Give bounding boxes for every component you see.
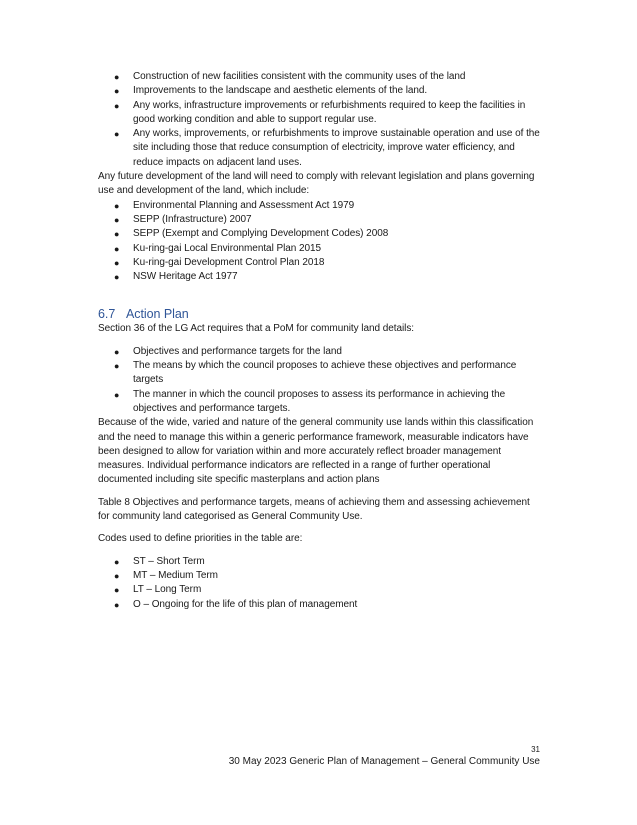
bullet-icon: ● (114, 570, 120, 581)
bullet-icon: ● (114, 229, 120, 240)
list-item: ● Construction of new facilities consistent with the community uses of the land (98, 70, 543, 84)
priority-codes-list (98, 555, 543, 612)
section-number: 6.7 (98, 307, 116, 322)
bullet-icon: ● (114, 389, 120, 400)
list-item: ● Any works, improvements, or refurbishments to improve sustainable operation and use of the site including those that reduce consumption of electricity, improve water efficiency, and reduce impacts on adjacent land uses. (114, 128, 540, 168)
bullet-icon: ● (114, 243, 120, 254)
page-footer (229, 744, 540, 769)
bullet-icon: ● (114, 272, 120, 283)
bullet-icon: ● (114, 346, 120, 357)
list-item: ● Any works, infrastructure improvements or refurbishments required to keep the facilities in good working condition and able to support regular use. (114, 99, 526, 125)
list-item: ● NSW Heritage Act 1977 (98, 270, 543, 284)
section-title: Action Plan (126, 307, 189, 322)
section-intro: Section 36 of the LG Act requires that a PoM for community land details: (98, 323, 415, 335)
pom-requirements-list (98, 345, 543, 416)
bullet-icon: ● (114, 72, 120, 82)
works-list (98, 70, 543, 170)
bullet-icon: ● (114, 214, 120, 225)
bullet-icon: ● (114, 100, 120, 111)
footer-text: 30 May 2023 Generic Plan of Management – General Community Use (228, 756, 540, 767)
list-item: ● Ku-ring-gai Local Environmental Plan 2015 (98, 242, 543, 256)
list-item: ● LT – Long Term (98, 583, 543, 597)
list-item: ● MT – Medium Term (98, 569, 543, 583)
legislation-list (98, 199, 543, 285)
list-item: ● SEPP (Exempt and Complying Development Codes) 2008 (98, 227, 543, 241)
list-item: ● SEPP (Infrastructure) 2007 (98, 213, 543, 227)
bullet-icon: ● (114, 200, 120, 211)
list-item: ● Improvements to the landscape and aesthetic elements of the land. (98, 84, 543, 98)
list-item: ● O – Ongoing for the life of this plan of management (98, 598, 543, 612)
list-item: ● The means by which the council proposes to achieve these objectives and performance targets (114, 360, 517, 386)
performance-paragraph: Because of the wide, varied and nature of the general community use lands within this classification and the need to manage this within a generic performance framework, measurable indicators have been designed to allow for variation within and more accurately reflect broader management measures. Individual performance indicators are reflected in a range of further operational documented including site specific masterplans and action plans (98, 417, 534, 486)
bullet-icon: ● (114, 86, 120, 97)
bullet-icon: ● (114, 129, 120, 140)
list-item: ● Ku-ring-gai Development Control Plan 2018 (98, 256, 543, 270)
bullet-icon: ● (114, 361, 120, 372)
bullet-icon: ● (114, 556, 120, 567)
list-item: ● The manner in which the council proposes to assess its performance in achieving the objectives and performance targets. (114, 388, 506, 414)
page-body (98, 70, 543, 612)
list-item: ● Environmental Planning and Assessment Act 1979 (98, 199, 543, 213)
list-item: ● ST – Short Term (98, 555, 543, 569)
bullet-icon: ● (114, 585, 120, 596)
future-development-paragraph: Any future development of the land will need to comply with relevant legislation and plans governing use and development of the land, which include: (98, 171, 535, 197)
bullet-icon: ● (114, 257, 120, 268)
codes-intro: Codes used to define priorities in the table are: (98, 533, 303, 545)
page-number: 31 (531, 745, 540, 754)
section-heading (98, 306, 543, 322)
bullet-icon: ● (114, 599, 120, 610)
list-item: ● Objectives and performance targets for the land (98, 345, 543, 359)
table-caption: Table 8 Objectives and performance targets, means of achieving them and assessing achievement for community land categorised as General Community Use. (98, 496, 530, 523)
